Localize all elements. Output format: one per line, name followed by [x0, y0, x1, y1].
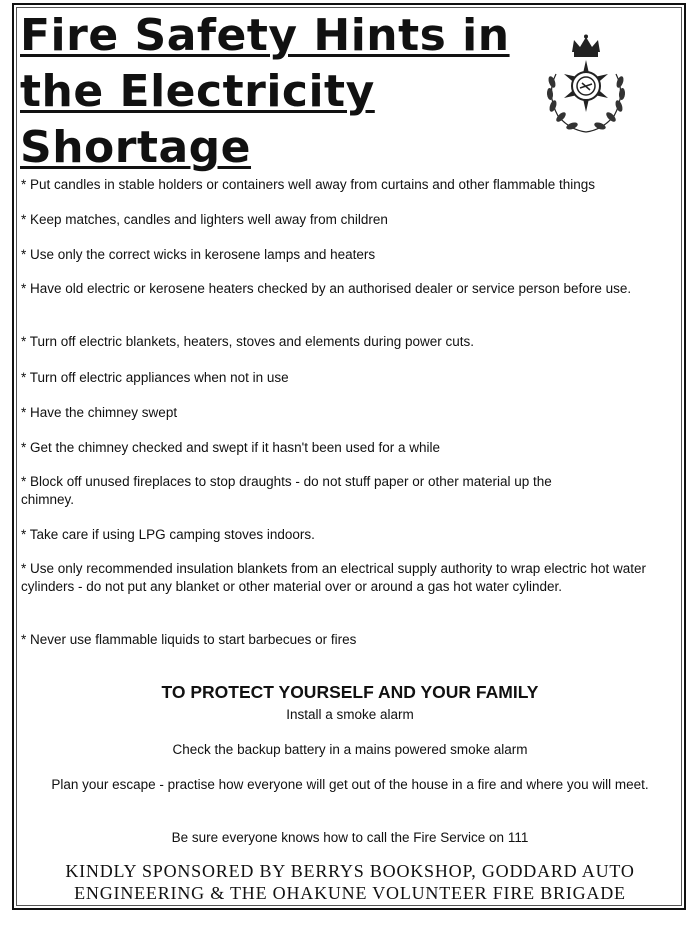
title-line-1: Fire Safety Hints in	[20, 10, 510, 61]
title-line-3: Shortage	[20, 122, 252, 173]
hint-item: * Turn off electric blankets, heaters, stoves and elements during power cuts.	[21, 334, 474, 349]
hint-item: * Put candles in stable holders or containers well away from curtains and other flammable things	[21, 177, 596, 192]
hint-item: * Never use flammable liquids to start barbecues or fires	[21, 632, 357, 647]
hint-item: * Get the chimney checked and swept if it hasn't been used for a while	[21, 440, 441, 455]
protect-line: Check the backup battery in a mains powered smoke alarm	[172, 742, 528, 757]
fire-service-crest-icon	[536, 34, 636, 138]
hint-item: * Have the chimney swept	[21, 405, 178, 420]
hint-item: * Block off unused fireplaces to stop draughts - do not stuff paper or other material up the chimney.	[21, 474, 552, 507]
hint-item: * Have old electric or kerosene heaters checked by an authorised dealer or service person before use.	[21, 281, 632, 296]
protect-line: Plan your escape - practise how everyone will get out of the house in a fire and where you will meet.	[51, 777, 649, 792]
hint-item: * Keep matches, candles and lighters well away from children	[21, 212, 388, 227]
title-line-2: the Electricity	[20, 66, 375, 117]
protect-line: Be sure everyone knows how to call the Fire Service on 111	[171, 830, 529, 845]
page-title	[20, 8, 540, 176]
protect-heading: TO PROTECT YOURSELF AND YOUR FAMILY	[161, 682, 539, 702]
hint-item: * Use only the correct wicks in kerosene lamps and heaters	[21, 247, 376, 262]
hint-item: * Turn off electric appliances when not in use	[21, 370, 289, 385]
hint-item: * Take care if using LPG camping stoves indoors.	[21, 527, 315, 542]
sponsor-line-1: KINDLY SPONSORED BY BERRYS BOOKSHOP, GODDARD AUTO	[65, 861, 635, 881]
protect-line: Install a smoke alarm	[286, 707, 414, 722]
sponsor-note	[20, 860, 680, 904]
hint-item: * Use only recommended insulation blankets from an electrical supply authority to wrap electric hot water cylinders - do not put any blanket or other material over or around a gas hot water cylinder.	[21, 561, 647, 594]
sponsor-line-2: ENGINEERING & THE OHAKUNE VOLUNTEER FIRE BRIGADE	[74, 883, 626, 903]
